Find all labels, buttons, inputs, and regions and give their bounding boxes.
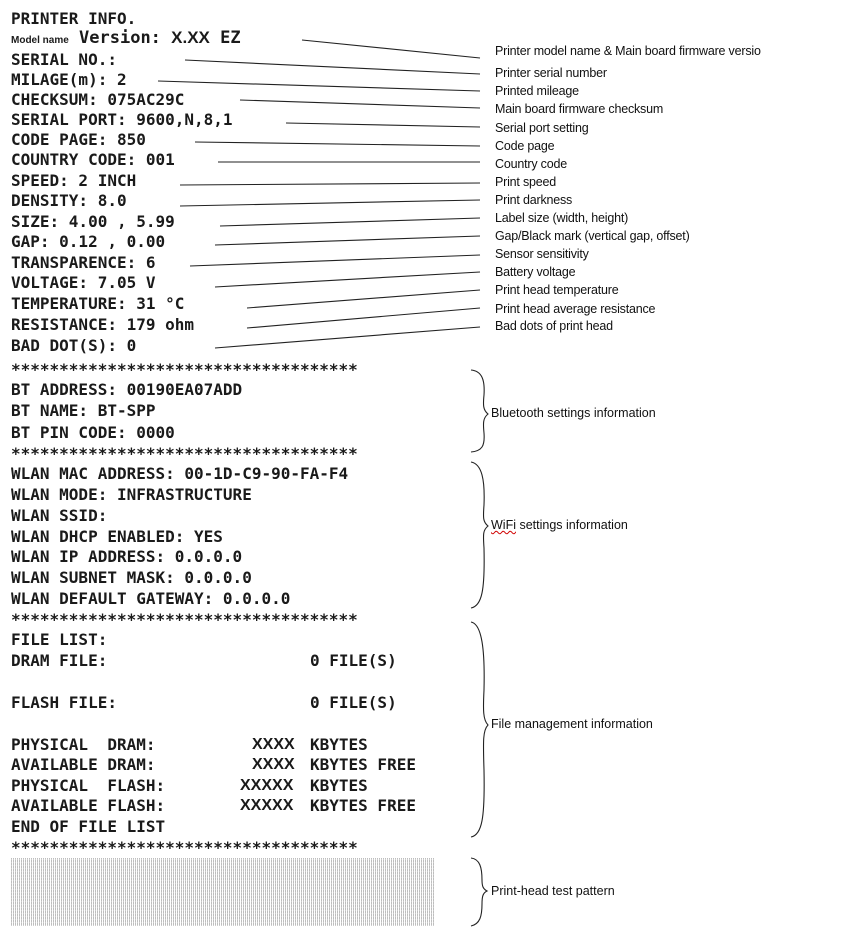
printout-speed: SPEED: 2 INCH [11,171,137,190]
annotation-print-darkness: Print darkness [495,193,573,207]
printout-bad-dots: BAD DOT(S): 0 [11,336,137,355]
leader-line [220,218,480,226]
printout-wlan-dhcp: WLAN DHCP ENABLED: YES [11,527,223,546]
physical-dram-placeholder: XXXX [252,736,295,753]
separator-line: ************************************ [11,444,358,463]
leader-line [286,123,480,127]
annotation-serial-number: Printer serial number [495,66,607,80]
printout-temperature: TEMPERATURE: 31 °C [11,294,185,313]
annotation-test-pattern: Print-head test pattern [491,884,615,898]
wifi-word: WiFi [491,518,516,532]
leader-line [180,183,480,185]
printout-code-page: CODE PAGE: 850 [11,130,146,149]
printout-serial-no: SERIAL NO.: [11,50,117,69]
printout-milage: MILAGE(m): 2 [11,70,127,89]
printout-wlan-ip: WLAN IP ADDRESS: 0.0.0.0 [11,547,243,566]
model-name-prefix: Model name [11,35,69,46]
printout-physical-dram-label: PHYSICAL DRAM: [11,735,156,754]
available-dram-unit: KBYTES FREE [310,755,416,774]
version-value: X.XX [171,28,210,47]
print-head-test-pattern [11,858,435,926]
leader-line [215,272,480,287]
wifi-rest: settings information [516,518,628,532]
printout-serial-port: SERIAL PORT: 9600,N,8,1 [11,110,233,129]
printout-available-dram-label: AVAILABLE DRAM: [11,755,156,774]
bluetooth-brace [471,370,488,452]
version-label: Version: [68,28,172,48]
wifi-brace [471,462,488,608]
leader-line [302,40,480,58]
printout-dram-file-label: DRAM FILE: [11,651,108,670]
printout-model-version-line [11,29,241,50]
test-pattern-brace [471,858,487,926]
available-dram-placeholder: XXXX [252,756,295,773]
annotation-battery-voltage: Battery voltage [495,265,576,279]
printout-size: SIZE: 4.00 , 5.99 [11,212,175,231]
printout-bt-address: BT ADDRESS: 00190EA07ADD [11,380,243,399]
printout-gap: GAP: 0.12 , 0.00 [11,232,166,251]
separator-line: ************************************ [11,610,358,629]
separator-line: ************************************ [11,838,358,857]
annotation-country-code: Country code [495,157,567,171]
printout-flash-file-label: FLASH FILE: [11,693,117,712]
printout-physical-flash-label: PHYSICAL FLASH: [11,776,166,795]
available-flash-unit: KBYTES FREE [310,796,416,815]
annotation-serial-port: Serial port setting [495,121,589,135]
printout-bt-name: BT NAME: BT-SPP [11,401,156,420]
available-flash-placeholder: XXXXX [240,797,294,814]
leader-line [215,236,480,245]
annotation-gap-black-mark: Gap/Black mark (vertical gap, offset) [495,229,690,243]
physical-flash-placeholder: XXXXX [240,777,294,794]
printout-country-code: COUNTRY CODE: 001 [11,150,175,169]
printout-density: DENSITY: 8.0 [11,191,127,210]
printout-wlan-subnet: WLAN SUBNET MASK: 0.0.0.0 [11,568,252,587]
annotation-head-temperature: Print head temperature [495,283,619,297]
annotation-checksum: Main board firmware checksum [495,102,664,116]
printout-voltage: VOLTAGE: 7.05 V [11,273,156,292]
printout-wlan-mac: WLAN MAC ADDRESS: 00-1D-C9-90-FA-F4 [11,464,349,483]
printout-dram-file-value: 0 FILE(S) [310,651,397,670]
printout-wlan-ssid: WLAN SSID: [11,506,108,525]
version-suffix: EZ [209,28,241,48]
annotation-wifi [491,518,628,533]
annotation-code-page: Code page [495,139,555,153]
annotation-head-resistance: Print head average resistance [495,302,656,316]
annotation-sensor-sensitivity: Sensor sensitivity [495,247,589,261]
file-management-brace [471,622,488,837]
printout-flash-file-value: 0 FILE(S) [310,693,397,712]
leader-line [180,200,480,206]
printout-wlan-gateway: WLAN DEFAULT GATEWAY: 0.0.0.0 [11,589,291,608]
annotation-label-size: Label size (width, height) [495,211,629,225]
printout-transparence: TRANSPARENCE: 6 [11,253,156,272]
leader-line [247,308,480,328]
annotation-mileage: Printed mileage [495,84,579,98]
printout-title: PRINTER INFO. [11,9,137,28]
annotation-print-speed: Print speed [495,175,557,189]
leader-line [185,60,480,74]
leader-line [158,81,480,91]
physical-dram-unit: KBYTES [310,735,368,754]
separator-line: ************************************ [11,360,358,379]
leader-line [247,290,480,308]
annotation-model-firmware: Printer model name & Main board firmware versio [495,44,761,58]
annotation-file-management: File management information [491,717,653,731]
leader-line [195,142,480,146]
leader-line [190,255,480,266]
printout-available-flash-label: AVAILABLE FLASH: [11,796,166,815]
printout-bt-pin: BT PIN CODE: 0000 [11,423,175,442]
printout-wlan-mode: WLAN MODE: INFRASTRUCTURE [11,485,252,504]
leader-line [240,100,480,108]
printout-end-of-file-list: END OF FILE LIST [11,817,166,836]
annotation-bluetooth: Bluetooth settings information [491,406,656,420]
leader-line [215,327,480,348]
printout-file-list: FILE LIST: [11,630,108,649]
physical-flash-unit: KBYTES [310,776,368,795]
printout-resistance: RESISTANCE: 179 ohm [11,315,195,334]
printout-checksum: CHECKSUM: 075AC29C [11,90,185,109]
annotation-bad-dots: Bad dots of print head [495,319,613,333]
